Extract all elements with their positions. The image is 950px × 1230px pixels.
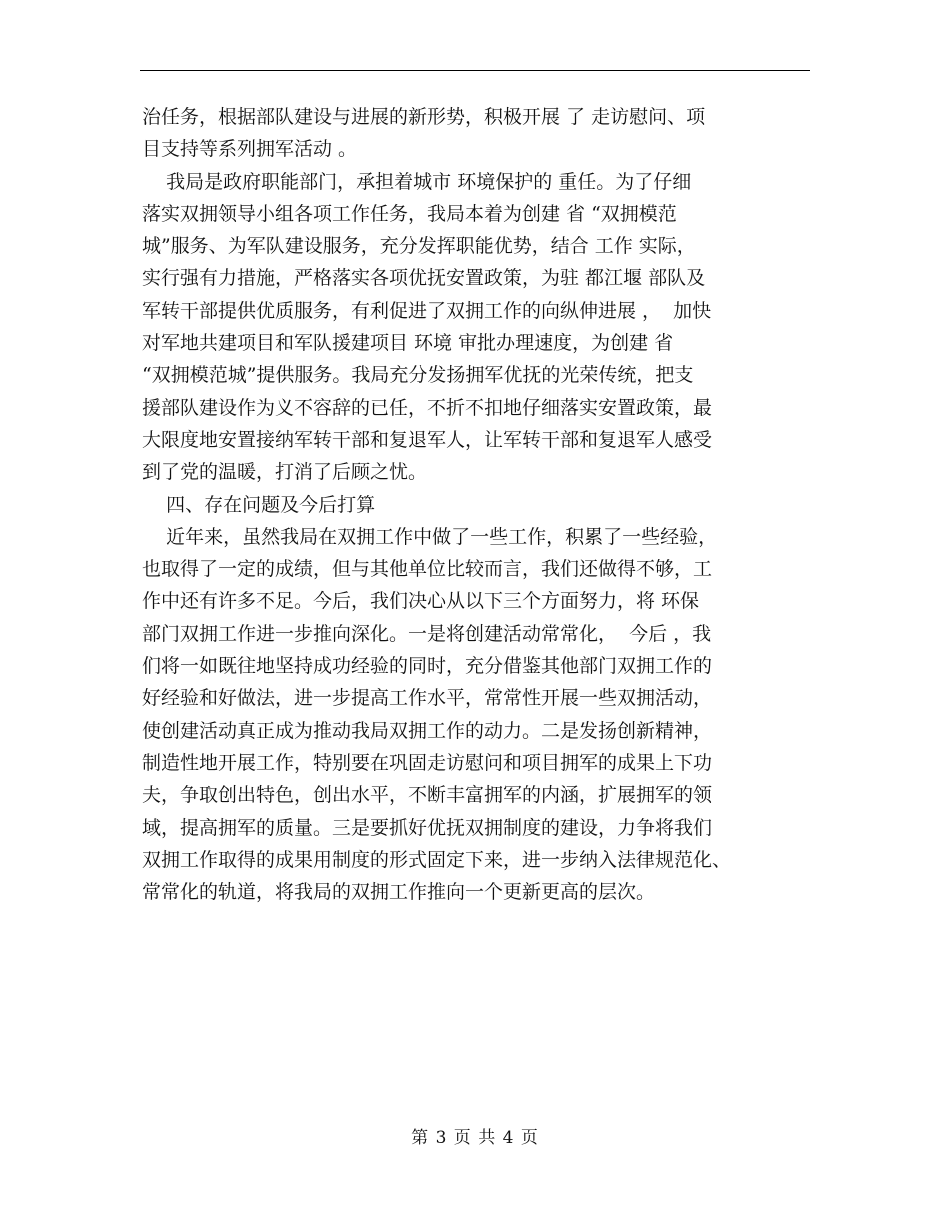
text-line: 域，提高拥军的质量。三是要抓好优抚双拥制度的建设，力争将我们 (142, 816, 713, 839)
header-rule (140, 70, 810, 71)
text-line: 落实双拥领导小组各项工作任务，我局本着为创建 省 “双拥模范 (142, 202, 677, 225)
text-line: 城”服务、为军队建设服务，充分发挥职能优势，结合 工作 实际， (142, 235, 696, 258)
text-line: 对军地共建项目和军队援建项目 环境 审批办理速度，为创建 省 (142, 332, 674, 355)
text-line: 近年来，虽然我局在双拥工作中做了一些工作，积累了一些经验， (142, 525, 718, 548)
text-line: “双拥模范城”提供服务。我局充分发扬拥军优抚的光荣传统，把支 (142, 364, 694, 387)
text-line: 双拥工作取得的成果用制度的形式固定下来，进一步纳入法律规范化、 (142, 848, 732, 871)
text-line: 夫，争取创出特色，创出水平，不断丰富拥军的内涵，扩展拥军的领 (142, 784, 713, 807)
text-line: 也取得了一定的成绩，但与其他单位比较而言，我们还做得不够，工 (142, 558, 713, 581)
document-body (142, 101, 810, 908)
section-heading: 四、存在问题及今后打算 (142, 493, 376, 516)
text-line: 制造性地开展工作，特别要在巩固走访慰问和项目拥军的成果上下功 (142, 751, 713, 774)
text-line: 好经验和好做法，进一步提高工作水平，常常性开展一些双拥活动， (142, 687, 713, 710)
page-number: 第 3 页 共 4 页 (411, 1128, 539, 1148)
text-line: 实行强有力措施，严格落实各项优抚安置政策，为驻 都江堰 部队及 (142, 267, 706, 290)
text-line: 们将一如既往地坚持成功经验的同时，充分借鉴其他部门双拥工作的 (142, 655, 713, 678)
text-line: 治任务，根据部队建设与进展的新形势，积极开展 了 走访慰问、项 (142, 106, 706, 128)
text-line: 援部队建设作为义不容辞的已任，不折不扣地仔细落实安置政策，最 (142, 396, 713, 419)
text-line: 使创建活动真正成为推动我局双拥工作的动力。二是发扬创新精神， (142, 719, 713, 742)
text-line: 目支持等系列拥军活动 。 (142, 138, 358, 161)
text-line: 军转干部提供优质服务，有利促进了双拥工作的向纵伸进展 ， 加快 (142, 299, 712, 322)
text-line: 常常化的轨道，将我局的双拥工作推向一个更新更高的层次。 (142, 881, 656, 904)
text-line: 到了党的温暖，打消了后顾之忧。 (142, 461, 428, 484)
text-line: 作中还有许多不足。今后，我们决心从以下三个方面努力，将 环保 (142, 590, 700, 613)
text-line: 大限度地安置接纳军转干部和复退军人，让军转干部和复退军人感受 (142, 428, 713, 451)
text-line: 部门双拥工作进一步推向深化。一是将创建活动常常化， 今后 ，我 (142, 622, 712, 645)
text-line: 我局是政府职能部门，承担着城市 环境保护的 重任。为了仔细 (142, 170, 692, 193)
